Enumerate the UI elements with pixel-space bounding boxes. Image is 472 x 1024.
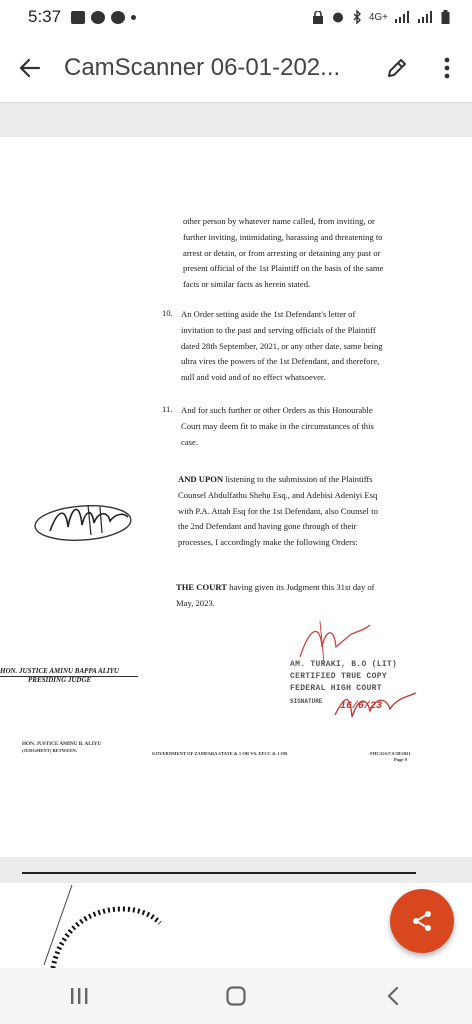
stamp-line: CERTIFIED TRUE COPY: [290, 672, 387, 681]
signal-2-icon: [418, 11, 434, 23]
alarm-icon: [331, 10, 345, 24]
pencil-icon: [385, 56, 409, 80]
item-10-line: dated 28th September, 2021, or any other date, same being: [181, 340, 383, 351]
item-11-line: And for such further or other Orders as this Honourable: [181, 405, 373, 415]
back-chevron-icon: [386, 985, 400, 1007]
footer-left-2: (JUDGMENT) BETWEEN:: [22, 748, 78, 753]
signal-icon: [395, 11, 411, 23]
and-upon-lead: AND UPON: [178, 474, 224, 484]
network-type: 4G+: [368, 11, 388, 23]
footer-right-2: Page 9: [394, 757, 407, 762]
arrow-back-icon: [19, 57, 41, 79]
stamp-line: FEDERAL HIGH COURT: [290, 684, 382, 693]
status-time: 5:37: [28, 7, 62, 26]
footer-rule: [22, 872, 416, 874]
item-11-number: 11.: [162, 404, 173, 414]
intro-line: facts or similar facts as herein stated.: [183, 279, 311, 290]
item-10-line: ultra vires the powers of the 1st Defendant, and therefore,: [181, 356, 380, 367]
item-11-line: case.: [181, 436, 198, 447]
court-line: May, 2023.: [176, 597, 215, 608]
system-back-button[interactable]: [353, 971, 433, 1021]
and-upon-line: the 2nd Defendant and having gone through of their: [178, 521, 357, 532]
and-upon-line: [178, 472, 413, 488]
app-bar: [0, 34, 472, 102]
stamp-line: SIGNATURE: [290, 698, 323, 705]
footer-left-1: HON. JUSTICE AMINU B. ALIYU: [22, 741, 102, 747]
footer-center: GOVERNMENT OF ZAMFARA STATE & 1 OR VS. EFCC & 1 OR: [152, 751, 288, 756]
court-paragraph: [176, 580, 413, 612]
more-options-button[interactable]: [422, 43, 472, 93]
status-bar: [0, 0, 472, 34]
and-upon-line: with P.A. Attah Esq for the 1st Defendant, also Counsel to: [178, 505, 378, 516]
item-10-line: An Order setting aside the 1st Defendant's letter of: [181, 309, 356, 319]
battery-icon: [441, 10, 450, 24]
lock-icon: [312, 11, 324, 24]
recents-icon: [68, 986, 90, 1006]
document-title: CamScanner 06-01-202...: [64, 54, 341, 81]
home-icon: [225, 985, 247, 1007]
stamp-line: AM. TURAKI, B.O (LIT): [290, 660, 398, 669]
gallery-icon: [71, 11, 85, 24]
and-upon-line: Counsel Abdulfathu Shehu Esq., and Adebisi Adeniyi Esq: [178, 489, 378, 500]
status-right: [312, 10, 450, 24]
court-text: having given its Judgment this 31st day of: [227, 582, 375, 592]
item-11-paragraph: [181, 403, 413, 450]
document-page[interactable]: [0, 137, 472, 857]
court-lead: THE COURT: [176, 582, 228, 592]
item-11-line: Court may deem fit to make in the circumstances of this: [181, 420, 374, 431]
and-upon-text: listening to the submission of the Plaintiffs: [223, 474, 373, 484]
notification-dot-icon: [131, 15, 136, 20]
intro-line: arrest or detain, or from arresting or detaining any past or: [183, 247, 381, 258]
share-button[interactable]: [390, 889, 454, 953]
and-upon-paragraph: [178, 472, 413, 551]
item-10-paragraph: [181, 307, 413, 386]
item-10-line: null and void and of no effect whatsoever.: [181, 372, 326, 383]
intro-paragraph: [183, 214, 413, 293]
item-10-number: 10.: [162, 308, 173, 318]
judge-name: HON. JUSTICE AMINU BAPPA ALIYU: [0, 667, 119, 675]
more-vert-icon: [444, 57, 450, 79]
judge-signature: [28, 499, 138, 543]
stamp-date: 16/6/23: [340, 701, 383, 712]
intro-line: further inviting, intimidating, harassing and threatening to: [183, 231, 383, 242]
status-left: [28, 7, 136, 27]
share-icon: [410, 909, 434, 933]
chrome-icon: [111, 11, 125, 24]
judge-block: [0, 667, 119, 685]
cloud-icon: [91, 11, 105, 24]
bluetooth-icon: [352, 10, 362, 24]
intro-line: other person by whatever name called, from inviting, or: [183, 216, 375, 226]
judge-title: PRESIDING JUDGE: [28, 676, 92, 684]
app-bar-divider: [0, 102, 472, 103]
item-10-line: invitation to the past and serving officials of the Plaintiff: [181, 324, 376, 335]
recent-apps-button[interactable]: [39, 971, 119, 1021]
back-button[interactable]: [0, 38, 60, 98]
court-line: [176, 580, 413, 596]
edit-button[interactable]: [372, 43, 422, 93]
footer-right-1: FHC/GS/CS/38/2021: [370, 751, 411, 756]
system-nav-bar: [0, 968, 472, 1024]
intro-line: present official of the 1st Plaintiff on the basis of the same: [183, 263, 384, 274]
home-button[interactable]: [196, 971, 276, 1021]
and-upon-line: processes, I accordingly make the following Orders:: [178, 537, 358, 548]
